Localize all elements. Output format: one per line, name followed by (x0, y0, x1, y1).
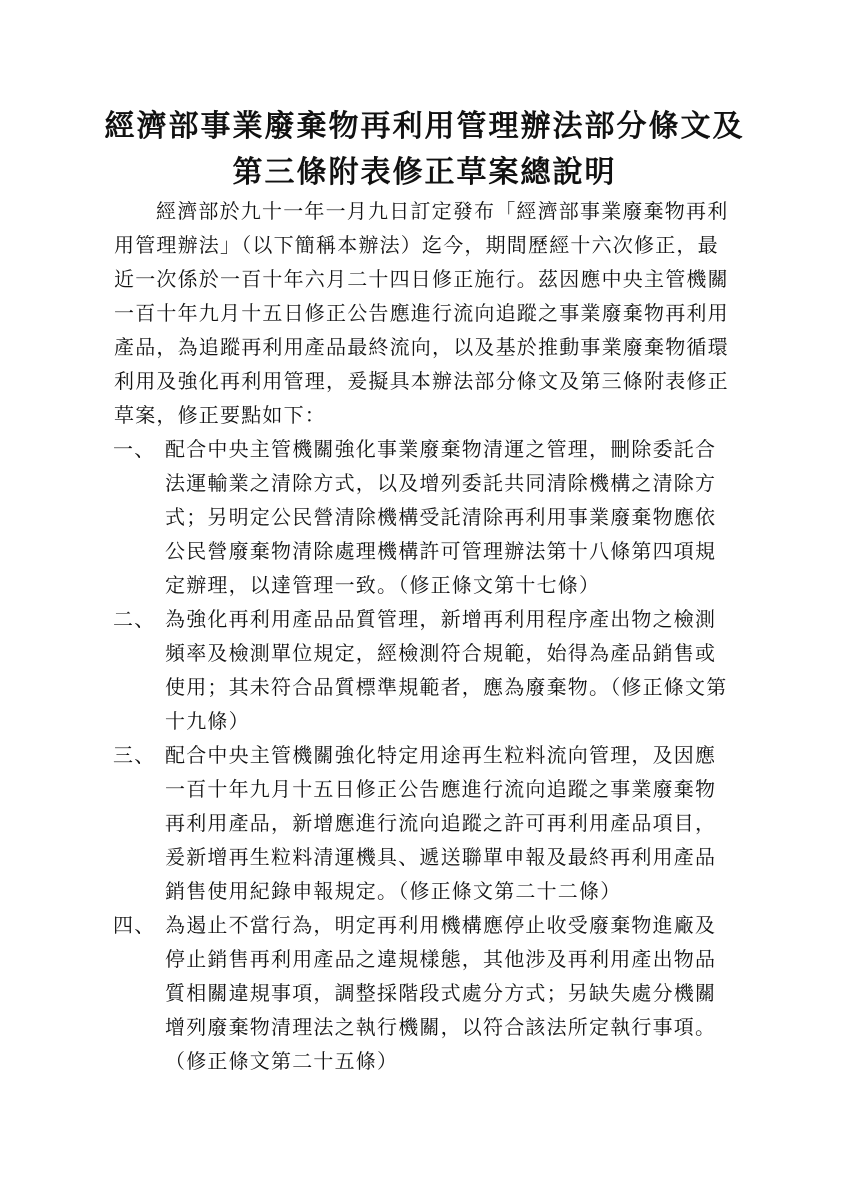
point-number: 一、 (113, 437, 156, 461)
title-line-1: 經濟部事業廢棄物再利用管理辦法部分條文及 (104, 109, 745, 144)
intro-paragraph: 經濟部於九十一年一月九日訂定發布「經濟部事業廢棄物再利用管理辦法」（以下簡稱本辦法）迄今，期間歷經十六次修正，最近一次係於一百十年六月二十四日修正施行。茲因應中央主管機關一百十年九月十五日修正公告應進行流向追蹤之事業廢棄物再利用產品，為追蹤再利用產品最終流向，以及基於推動事業廢棄物循環利用及強化再利用管理，爰擬具本辦法部分條文及第三條附表修正草案，修正要點如下： (114, 199, 729, 427)
point-text: 配合中央主管機關強化事業廢棄物清運之管理，刪除委託合法運輸業之清除方式，以及增列委託共同清除機構之清除方式；另明定公民營清除機構受託清除再利用事業廢棄物應依公民營廢棄物清除處理機構許可管理辦法第十八條第四項規定辦理，以達管理一致。（修正條文第十七條） (165, 437, 717, 597)
point-text: 為遏止不當行為，明定再利用機構應停止收受廢棄物進廠及停止銷售再利用產品之違規樣態，其他涉及再利用產出物品質相關違規事項，調整採階段式處分方式；另缺失處分機關增列廢棄物清理法之執行機關，以符合該法所定執行事項。（修正條文第二十五條） (165, 913, 717, 1073)
point-number: 四、 (113, 913, 156, 937)
title-line-2: 第三條附表修正草案總說明 (232, 155, 617, 190)
amendment-point-4 (114, 908, 734, 1078)
point-number: 三、 (113, 743, 156, 767)
point-text: 配合中央主管機關強化特定用途再生粒料流向管理，及因應一百十年九月十五日修正公告應進行流向追蹤之事業廢棄物再利用產品，新增應進行流向追蹤之許可再利用產品項目，爰新增再生粒料清運機具、遞送聯單申報及最終再利用產品銷售使用紀錄申報規定。（修正條文第二十二條） (165, 743, 717, 903)
amendment-points-list (114, 432, 734, 1078)
document-body (114, 194, 734, 1078)
point-number: 二、 (113, 607, 156, 631)
amendment-point-3 (114, 738, 734, 908)
amendment-point-2 (114, 602, 734, 738)
point-text: 為強化再利用產品品質管理，新增再利用程序產出物之檢測頻率及檢測單位規定，經檢測符合規範，始得為產品銷售或使用；其未符合品質標準規範者，應為廢棄物。（修正條文第十九條） (165, 607, 728, 733)
document-title (80, 104, 769, 196)
amendment-point-1 (114, 432, 734, 602)
